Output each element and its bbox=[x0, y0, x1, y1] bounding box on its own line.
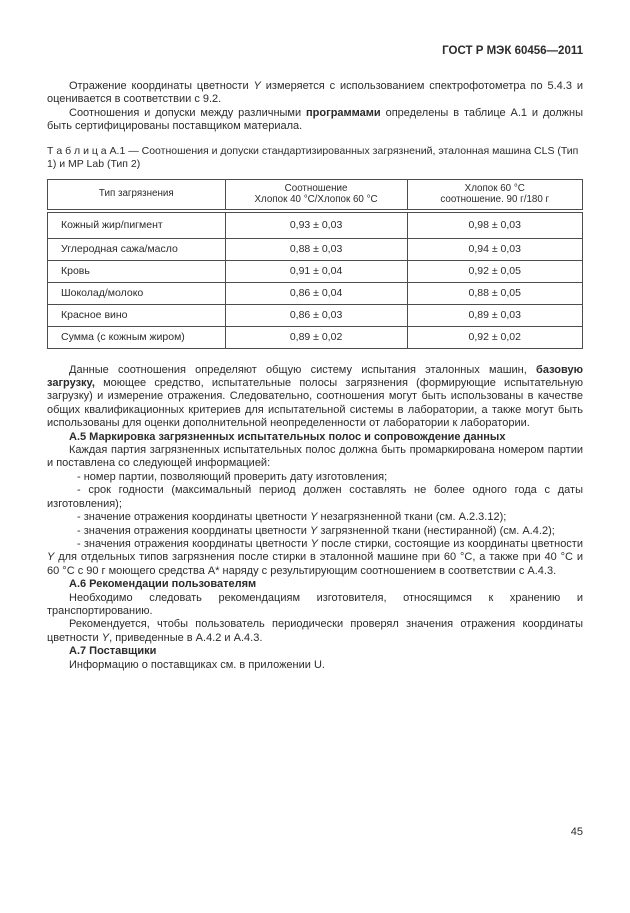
table-row bbox=[48, 282, 583, 304]
list-item-washed-reflection: - значения отражения координаты цветности Y после стирки, состоящие из координаты цветности Y для отдельных типов загрязнения после стирки в эталонной машине при 60 °С, а также при 40 °С и 60 °С с 90 г моющего средства А* наряду с результирующим соотношением в соответствии с А.4.3. bbox=[47, 537, 583, 577]
ratio-value-cell: 0,86 ± 0,03 bbox=[225, 304, 407, 326]
ratio-value-cell: 0,91 ± 0,04 bbox=[225, 260, 407, 282]
table-row bbox=[48, 238, 583, 260]
heading-a6: А.6 Рекомендации пользователям bbox=[69, 578, 257, 591]
table-row bbox=[48, 326, 583, 348]
heading-a7: А.7 Поставщики bbox=[69, 645, 157, 658]
table-row bbox=[48, 304, 583, 326]
table-header-row bbox=[48, 179, 583, 211]
list-item-batch-number: - номер партии, позволяющий проверить дату изготовления; bbox=[77, 470, 388, 483]
contamination-type-cell: Красное вино bbox=[48, 304, 226, 326]
ratio-value-cell: 0,94 ± 0,03 bbox=[407, 238, 583, 260]
table-row bbox=[48, 260, 583, 282]
ratio-value-cell: 0,88 ± 0,03 bbox=[225, 238, 407, 260]
ratio-value-cell: 0,86 ± 0,04 bbox=[225, 282, 407, 304]
ratio-value-cell: 0,88 ± 0,05 bbox=[407, 282, 583, 304]
heading-a5: А.5 Маркировка загрязненных испытательных полос и сопровождение данных bbox=[69, 430, 506, 443]
ratio-value-cell: 0,92 ± 0,02 bbox=[407, 326, 583, 348]
contamination-type-cell: Кровь bbox=[48, 260, 226, 282]
col-header-cotton-60: Хлопок 60 °С соотношение. 90 г/180 г bbox=[407, 179, 583, 211]
paragraph-a5-intro: Каждая партия загрязненных испытательных полос должна быть промаркирована номером партии и поставлена со следующей информацией: bbox=[47, 444, 583, 470]
table-a1 bbox=[47, 179, 583, 349]
paragraph-ratios-define: Данные соотношения определяют общую систему испытания эталонных машин, базовую загрузку, моющее средство, испытательные полосы загрязнения (формирующие испытательную загрузку) и измерение отражения. Следовательно, соотношения могут быть использованы в качестве общих квалификационных критериев для испытательной системы в лаборатории, а также могут быть использованы для оценки дополнительной неопределенности от лаборатории к лаборатории. bbox=[47, 363, 583, 430]
ratio-value-cell: 0,89 ± 0,02 bbox=[225, 326, 407, 348]
ratio-value-cell: 0,93 ± 0,03 bbox=[225, 211, 407, 239]
contamination-type-cell: Шоколад/молоко bbox=[48, 282, 226, 304]
col-header-contamination-type: Тип загрязнения bbox=[48, 179, 226, 211]
contamination-type-cell: Кожный жир/пигмент bbox=[48, 211, 226, 239]
list-item-soiled-reflection: - значения отражения координаты цветности Y загрязненной ткани (нестиранной) (см. А.4.2); bbox=[77, 524, 555, 537]
table-a1-caption: Т а б л и ц а А.1 — Соотношения и допуски стандартизированных загрязнений, эталонная машина CLS (Тип 1) и MP Lab (Тип 2) bbox=[47, 144, 579, 170]
page-number: 45 bbox=[570, 826, 583, 838]
table-body bbox=[48, 211, 583, 349]
paragraph-ratios: Соотношения и допуски между различными программами определены в таблице А.1 и должны быть сертифицированы поставщиком материала. bbox=[47, 106, 583, 133]
doc-number-header: ГОСТ Р МЭК 60456—2011 bbox=[442, 45, 583, 57]
list-item-shelf-life: - срок годности (максимальный период должен составлять не более одного года с даты изготовления); bbox=[47, 484, 583, 510]
paragraph-reflection: Отражение координаты цветности Y измеряется с использованием спектрофотометра по 5.4.3 и оценивается в соответствии с 9.2. bbox=[47, 80, 583, 106]
contamination-type-cell: Сумма (с кожным жиром) bbox=[48, 326, 226, 348]
list-item-unsoiled-reflection: - значение отражения координаты цветности Y незагрязненной ткани (см. А.2.3.12); bbox=[77, 511, 507, 524]
contamination-type-cell: Углеродная сажа/масло bbox=[48, 238, 226, 260]
paragraph-a6-recommend-2: Рекомендуется, чтобы пользователь периодически проверял значения отражения координаты цветности Y, приведенные в А.4.2 и А.4.3. bbox=[47, 618, 583, 644]
paragraph-a6-recommend-1: Необходимо следовать рекомендациям изготовителя, относящимся к хранению и транспортированию. bbox=[47, 591, 583, 617]
paragraph-a7-suppliers: Информацию о поставщиках см. в приложении U. bbox=[69, 658, 325, 671]
ratio-value-cell: 0,98 ± 0,03 bbox=[407, 211, 583, 239]
ratio-value-cell: 0,89 ± 0,03 bbox=[407, 304, 583, 326]
col-header-ratio-40-60: Соотношение Хлопок 40 °С/Хлопок 60 °С bbox=[225, 179, 407, 211]
table-row bbox=[48, 211, 583, 239]
ratio-value-cell: 0,92 ± 0,05 bbox=[407, 260, 583, 282]
